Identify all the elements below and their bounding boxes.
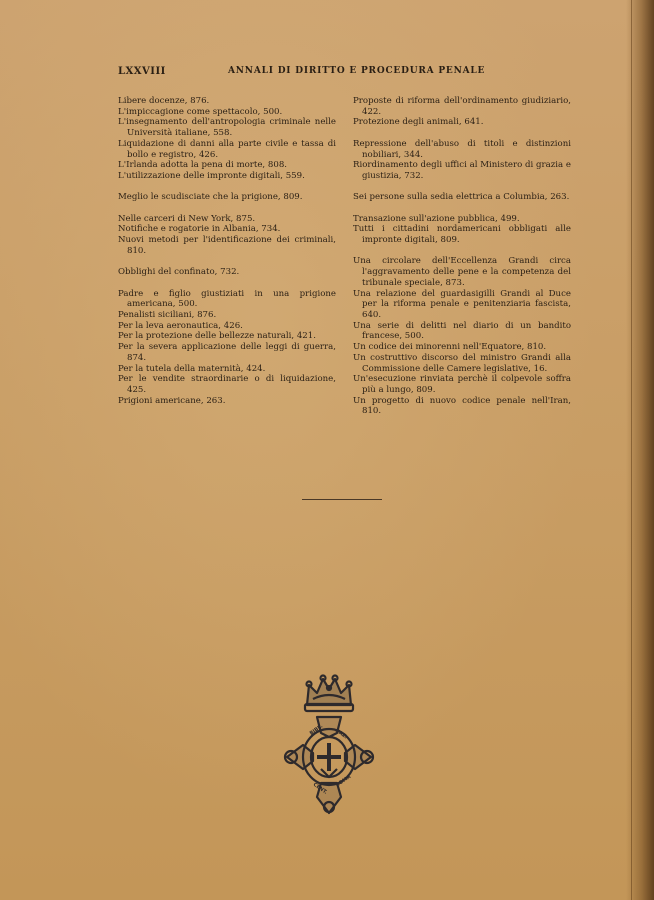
index-entry: Proposte di riforma dell'ordinamento giudiziario, 422. [353,96,571,117]
index-group [353,139,571,182]
library-stamp-icon [277,673,381,815]
index-entry: Una serie di delitti nel diario di un bandito francese, 500. [353,320,571,342]
index-group [118,267,336,278]
index-entry: Per la tutela della maternità, 424. [118,363,266,374]
index-entry: Nuovi metodi per l'identificazione dei criminali, 810. [118,235,336,256]
index-entry: Per la severa applicazione delle leggi di guerra, 874. [118,342,336,363]
index-entry: Un'esecuzione rinviata perchè il colpevole soffra più a lungo, 809. [353,374,571,395]
index-entry: Un codice dei minorenni nell'Equatore, 810. [353,342,547,353]
index-group [353,214,571,246]
index-entry: L'impiccagione come spettacolo, 500. [118,106,283,117]
index-group [118,289,336,407]
svg-text:ROMA: ROMA [334,773,353,789]
index-entry: Per le vendite straordinarie o di liquidazione, 425. [118,374,336,395]
index-entry: Un progetto di nuovo codice penale nell'Iran, 810. [353,395,571,417]
index-group [118,214,336,257]
section-divider [302,499,382,500]
index-entry: Sei persone sulla sedia elettrica a Columbia, 263. [353,192,570,203]
index-entry: Riordinamento degli uffici al Ministero di grazia e giustizia, 732. [353,160,571,181]
index-entry: Tutti i cittadini nordamericani obbligati alle impronte digitali, 809. [353,224,571,246]
svg-text:BIBL.: BIBL. [308,723,325,737]
page-number: LXXVIII [118,66,166,77]
index-entry: Padre e figlio giustiziati in una prigione americana, 500. [118,288,336,310]
index-entry: Protezione degli animali, 641. [353,117,484,128]
index-group [353,192,571,203]
library-stamp [277,673,381,815]
index-entry: Notifiche e rogatorie in Albania, 734. [118,224,281,235]
index-column-right [353,96,571,428]
index-entry: Una relazione del guardasigilli Grandi al Duce per la riforma penale e penitenziaria fascista, 640. [353,288,571,320]
index-entry: Per la leva aeronautica, 426. [118,320,243,331]
index-entry: L'Irlanda adotta la pena di morte, 808. [118,160,288,171]
index-entry: Penalisti siciliani, 876. [118,310,217,320]
index-group [353,96,571,128]
index-entry: Repressione dell'abuso di titoli e distinzioni nobiliari, 344. [353,138,571,160]
index-entry: Transazione sull'azione pubblica, 499. [353,213,520,224]
index-group [118,96,336,182]
index-entry: Liquidazione di danni alla parte civile e tassa di bollo e registro, 426. [118,138,336,160]
index-column-left [118,96,336,417]
index-entry: Una circolare dell'Eccellenza Grandi circa l'aggravamento delle pene e la competenza del tribunale speciale, 873. [353,256,571,288]
index-entry: L'utilizzazione delle impronte digitali, 559. [118,170,305,181]
index-entry: Obblighi del confinato, 732. [118,267,240,278]
index-entry: Meglio le scudisciate che la prigione, 809. [118,192,303,203]
index-group [353,256,571,417]
index-entry: Un costruttivo discorso del ministro Grandi alla Commissione delle Camere legislative, 16. [353,352,571,374]
svg-text:NAZ.: NAZ. [333,727,349,741]
svg-text:CENT.: CENT. [311,781,329,796]
index-entry: L'insegnamento dell'antropologia criminale nelle Università italiane, 558. [118,117,336,139]
index-group [118,192,336,203]
page-edge-line [631,0,632,900]
index-entry: Libere docenze, 876. [118,96,210,106]
index-entry: Prigioni americane, 263. [118,395,226,406]
index-entry: Nelle carceri di New York, 875. [118,213,256,224]
index-entry: Per la protezione delle bellezze naturali, 421. [118,331,316,342]
journal-title: ANNALI DI DIRITTO E PROCEDURA PENALE [228,66,486,76]
